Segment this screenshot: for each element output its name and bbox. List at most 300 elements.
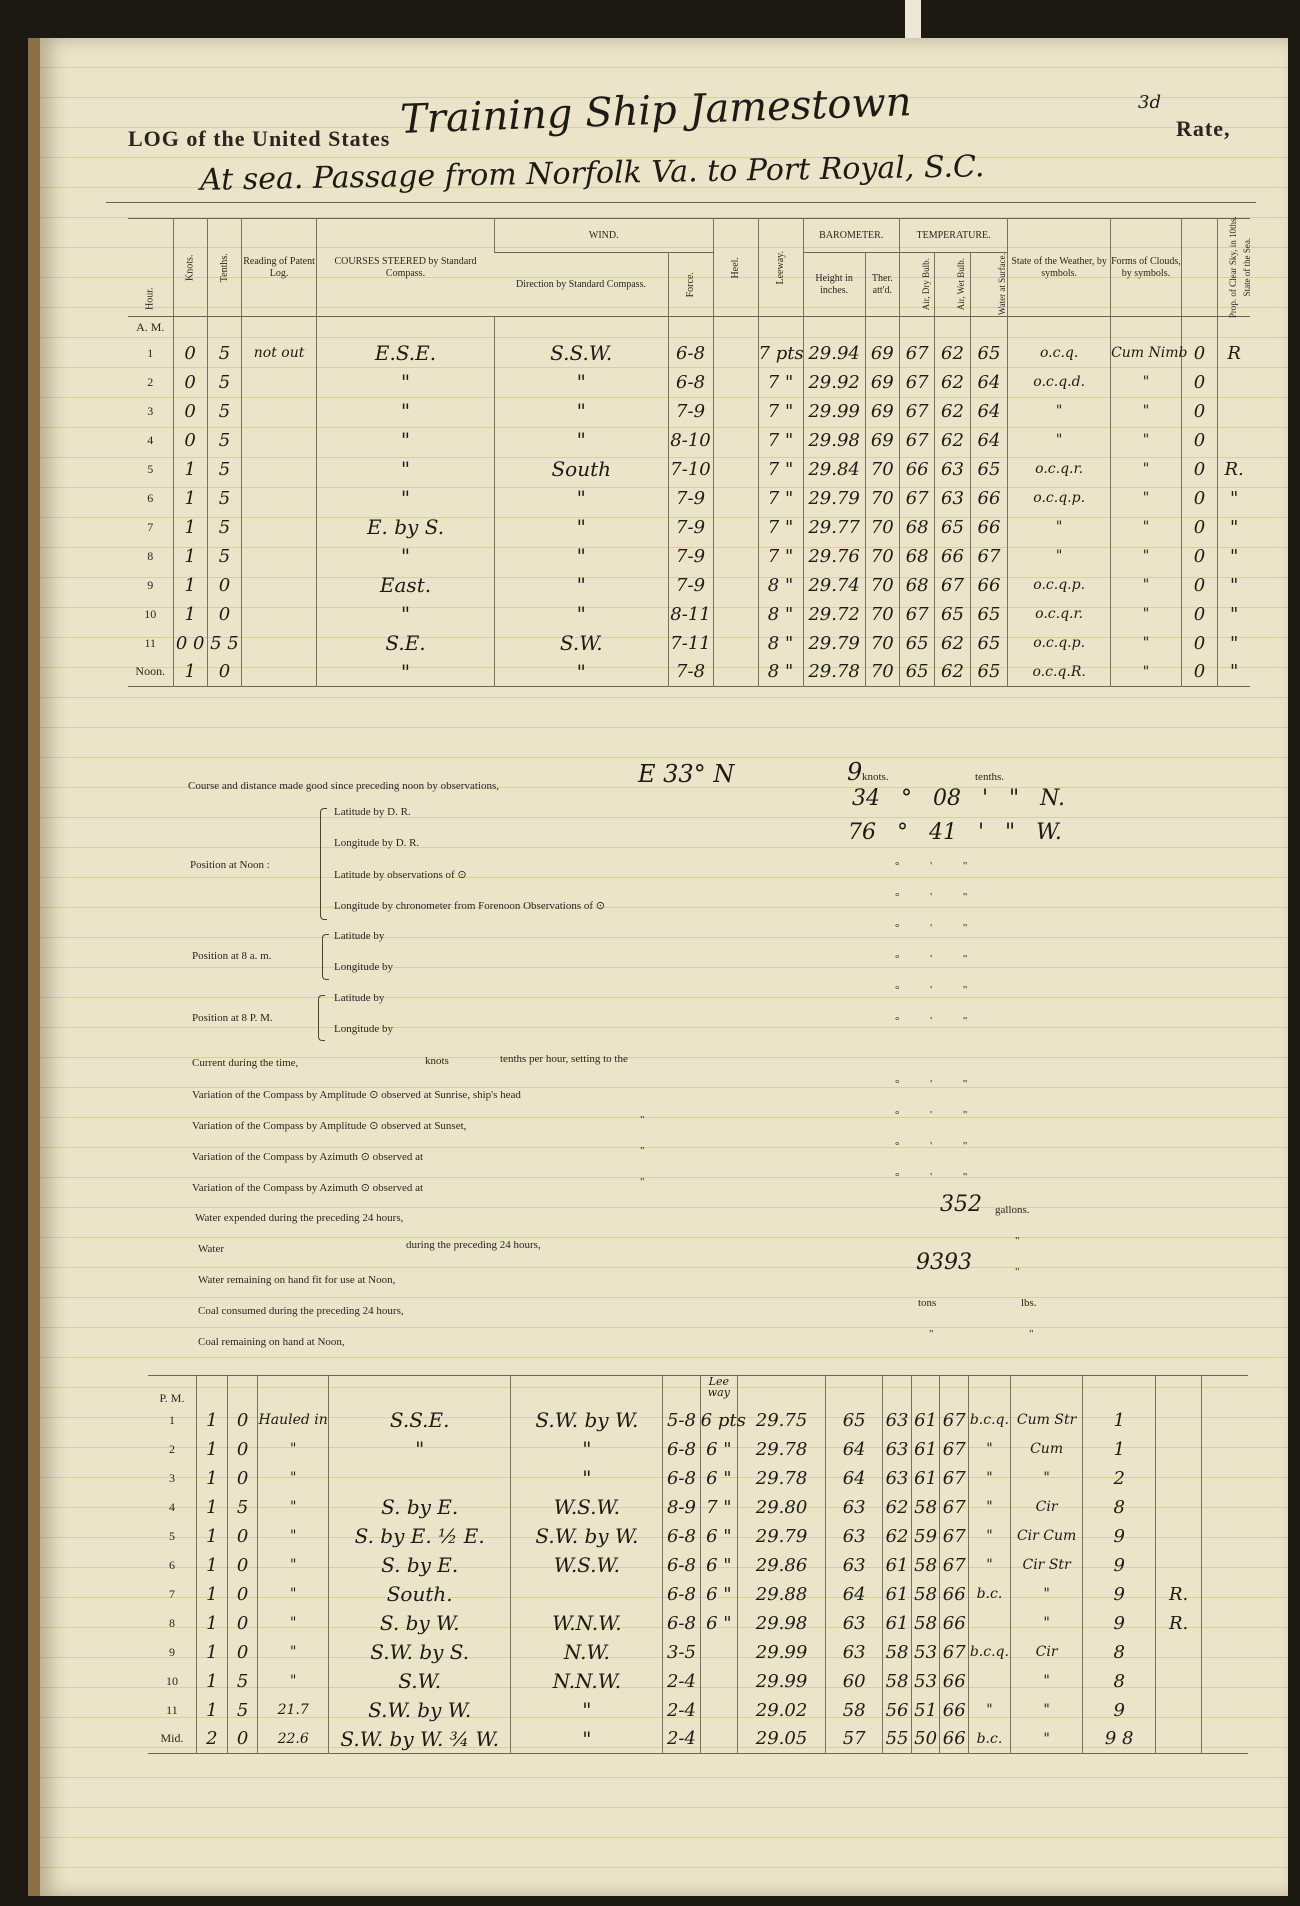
pm-cell-dry: 58 xyxy=(883,1667,912,1696)
pm-cell-ther: 64 xyxy=(826,1464,883,1493)
am-cell-dry: 65 xyxy=(899,629,934,658)
am-row xyxy=(128,426,1250,455)
pm-cell-dry: 56 xyxy=(883,1696,912,1725)
var-azimuth1-ditto: " xyxy=(640,1145,645,1157)
var-azimuth2-label: Variation of the Compass by Azimuth ⊙ observed at xyxy=(192,1182,424,1194)
am-cell-hour: 4 xyxy=(147,432,154,447)
position-8am-label: Position at 8 a. m. xyxy=(192,950,272,962)
pm-cell-course: S. by E. xyxy=(328,1551,511,1580)
am-row xyxy=(128,484,1250,513)
pm-cell-leeway: 6 pts xyxy=(700,1406,737,1435)
pm-cell-blank xyxy=(1202,1551,1248,1580)
am-cell-hour: 5 xyxy=(147,461,154,476)
pm-cell-ther: 63 xyxy=(826,1551,883,1580)
pm-cell-leeway xyxy=(700,1725,737,1754)
pm-cell-wind: " xyxy=(511,1696,663,1725)
am-cell-clouds: " xyxy=(1111,368,1182,397)
pm-cell-clear: 9 xyxy=(1083,1580,1156,1609)
am-cell-hour: 8 xyxy=(147,548,154,563)
am-cell-ther: 70 xyxy=(865,600,899,629)
pm-cell-sea xyxy=(1156,1696,1202,1725)
pm-cell-leeway: 6 " xyxy=(700,1464,737,1493)
am-cell-weather: o.c.q.d. xyxy=(1008,368,1111,397)
pm-cell-wind: " xyxy=(511,1435,663,1464)
pm-cell-wind: N.W. xyxy=(511,1638,663,1667)
am-cell-wet: 65 xyxy=(935,513,970,542)
pm-cell-bar: 29.02 xyxy=(738,1696,826,1725)
am-cell-wind: S.W. xyxy=(494,629,668,658)
pm-cell-clouds: Cir Cum xyxy=(1010,1522,1083,1551)
pm-cell-wet: 61 xyxy=(911,1435,940,1464)
pm-cell-clear: 1 xyxy=(1083,1406,1156,1435)
pm-cell-blank xyxy=(1202,1580,1248,1609)
am-cell-course: " xyxy=(317,658,495,687)
col-temperature: TEMPERATURE. xyxy=(916,229,991,241)
pm-cell-blank xyxy=(1202,1435,1248,1464)
pm-cell-knots: 1 xyxy=(196,1406,227,1435)
am-cell-water: 64 xyxy=(970,426,1008,455)
pm-cell-force: 6-8 xyxy=(663,1522,700,1551)
am-cell-force: 8-11 xyxy=(668,600,713,629)
pm-cell-water: 66 xyxy=(940,1725,969,1754)
lat-obs-dms: ° ' " xyxy=(895,860,968,872)
pm-cell-hour: 11 xyxy=(166,1702,178,1717)
am-cell-course: S.E. xyxy=(317,629,495,658)
pm-cell-dry: 61 xyxy=(883,1580,912,1609)
am-cell-knots: 1 xyxy=(173,600,207,629)
pm-cell-water: 67 xyxy=(940,1464,969,1493)
water-remaining-value: 9393 xyxy=(916,1250,972,1275)
am-cell-hour: Noon. xyxy=(135,664,166,679)
am-cell-wet: 62 xyxy=(935,658,970,687)
current-label: Current during the time, xyxy=(192,1057,299,1069)
col-barometer: BAROMETER. xyxy=(819,229,884,241)
am-cell-force: 7-9 xyxy=(668,397,713,426)
pm-cell-wet: 58 xyxy=(911,1609,940,1638)
lbs-label: lbs. xyxy=(1021,1297,1037,1309)
water-expended-value: 352 xyxy=(940,1192,982,1217)
am-cell-log xyxy=(242,542,317,571)
pm-cell-weather: " xyxy=(969,1493,1011,1522)
var-azimuth1-label: Variation of the Compass by Azimuth ⊙ observed at xyxy=(192,1151,424,1163)
8pm-latitude-label: Latitude by xyxy=(334,992,385,1004)
pm-cell-sea xyxy=(1156,1551,1202,1580)
am-cell-leeway: 7 " xyxy=(758,368,803,397)
am-cell-tenths: 5 xyxy=(207,455,241,484)
am-cell-dry: 67 xyxy=(899,339,934,368)
am-cell-wet: 63 xyxy=(935,484,970,513)
pm-cell-knots: 1 xyxy=(196,1667,227,1696)
pm-cell-knots: 1 xyxy=(196,1638,227,1667)
pm-cell-weather: " xyxy=(969,1696,1011,1725)
pm-cell-force: 3-5 xyxy=(663,1638,700,1667)
8pm-brace xyxy=(318,995,325,1041)
pm-cell-sea: R. xyxy=(1156,1609,1202,1638)
am-cell-water: 65 xyxy=(970,658,1008,687)
am-cell-dry: 67 xyxy=(899,484,934,513)
am-cell-ther: 70 xyxy=(865,542,899,571)
pm-cell-bar: 29.98 xyxy=(738,1609,826,1638)
pm-cell-clear: 9 xyxy=(1083,1522,1156,1551)
pm-cell-sea xyxy=(1156,1667,1202,1696)
am-cell-tenths: 5 xyxy=(207,339,241,368)
pm-cell-blank xyxy=(1202,1609,1248,1638)
am-cell-weather: o.c.q.p. xyxy=(1008,629,1111,658)
pm-cell-leeway: 6 " xyxy=(700,1435,737,1464)
pm-cell-weather xyxy=(969,1609,1011,1638)
am-cell-leeway: 8 " xyxy=(758,658,803,687)
pm-cell-dry: 62 xyxy=(883,1493,912,1522)
am-cell-force: 6-8 xyxy=(668,368,713,397)
am-cell-clouds: " xyxy=(1111,513,1182,542)
var-sunrise-label: Variation of the Compass by Amplitude ⊙ observed at Sunrise, ship's head xyxy=(192,1089,521,1101)
am-cell-log xyxy=(242,368,317,397)
am-row xyxy=(128,455,1250,484)
am-cell-clouds: Cum Nimb xyxy=(1111,339,1182,368)
pm-cell-log: " xyxy=(258,1638,328,1667)
pm-cell-clear: 9 8 xyxy=(1083,1725,1156,1754)
am-cell-clouds: " xyxy=(1111,397,1182,426)
pm-cell-course: S. by E. ½ E. xyxy=(328,1522,511,1551)
am-cell-wind: South xyxy=(494,455,668,484)
am-cell-heel xyxy=(713,571,758,600)
pm-cell-clear: 2 xyxy=(1083,1464,1156,1493)
am-cell-water: 65 xyxy=(970,339,1008,368)
pm-cell-weather: b.c. xyxy=(969,1725,1011,1754)
am-cell-ther: 69 xyxy=(865,368,899,397)
pm-cell-course: S.W. by W. xyxy=(328,1696,511,1725)
tons-label: tons xyxy=(918,1297,937,1309)
coal-lbs-ditto: " xyxy=(1029,1328,1034,1340)
am-cell-ther: 69 xyxy=(865,339,899,368)
am-cell-knots: 1 xyxy=(173,658,207,687)
8am-latitude-label: Latitude by xyxy=(334,930,385,942)
col-water-surface: Water at Surface. xyxy=(996,252,1007,315)
am-cell-tenths: 5 5 xyxy=(207,629,241,658)
pm-cell-sea xyxy=(1156,1638,1202,1667)
col-tenths: Tenths. xyxy=(218,252,230,283)
pm-cell-dry: 63 xyxy=(883,1464,912,1493)
am-cell-knots: 0 0 xyxy=(173,629,207,658)
am-cell-knots: 1 xyxy=(173,484,207,513)
pm-cell-leeway xyxy=(700,1696,737,1725)
var-sunset-label: Variation of the Compass by Amplitude ⊙ observed at Sunset, xyxy=(192,1120,467,1132)
am-cell-log xyxy=(242,455,317,484)
am-cell-dry: 68 xyxy=(899,571,934,600)
am-cell-sea: " xyxy=(1218,513,1250,542)
pm-cell-knots: 1 xyxy=(196,1435,227,1464)
pm-cell-wind xyxy=(511,1580,663,1609)
pm-cell-tenths: 5 xyxy=(227,1667,258,1696)
log-page xyxy=(40,38,1288,1896)
am-cell-sea: " xyxy=(1218,484,1250,513)
pm-cell-hour: 5 xyxy=(168,1528,175,1543)
pm-cell-ther: 63 xyxy=(826,1638,883,1667)
am-cell-wet: 67 xyxy=(935,571,970,600)
pm-cell-bar: 29.99 xyxy=(738,1638,826,1667)
pm-cell-wet: 53 xyxy=(911,1667,940,1696)
am-cell-force: 7-10 xyxy=(668,455,713,484)
am-cell-hour: 11 xyxy=(144,635,157,650)
pm-cell-bar: 29.05 xyxy=(738,1725,826,1754)
noon-brace xyxy=(320,808,327,920)
am-cell-hour: 7 xyxy=(147,519,154,534)
pm-cell-hour: 3 xyxy=(168,1470,175,1485)
am-cell-bar: 29.77 xyxy=(803,513,865,542)
pm-cell-ther: 60 xyxy=(826,1667,883,1696)
am-cell-water: 65 xyxy=(970,455,1008,484)
am-cell-dry: 67 xyxy=(899,397,934,426)
pm-cell-wind: W.S.W. xyxy=(511,1493,663,1522)
pm-cell-hour: 6 xyxy=(168,1557,175,1572)
am-cell-tenths: 5 xyxy=(207,484,241,513)
am-cell-clear: 0 xyxy=(1181,426,1217,455)
am-cell-bar: 29.98 xyxy=(803,426,865,455)
am-cell-sea: " xyxy=(1218,600,1250,629)
coal-remaining-label: Coal remaining on hand at Noon, xyxy=(198,1336,345,1348)
am-cell-water: 66 xyxy=(970,571,1008,600)
pm-cell-log: " xyxy=(258,1609,328,1638)
pm-cell-blank xyxy=(1202,1493,1248,1522)
log-title-prefix: LOG of the United States xyxy=(128,126,391,151)
am-cell-clear: 0 xyxy=(1181,600,1217,629)
pm-cell-tenths: 5 xyxy=(227,1493,258,1522)
pm-cell-force: 2-4 xyxy=(663,1667,700,1696)
am-cell-water: 67 xyxy=(970,542,1008,571)
am-row xyxy=(128,600,1250,629)
am-row xyxy=(128,513,1250,542)
pm-cell-wet: 51 xyxy=(911,1696,940,1725)
pm-cell-log: " xyxy=(258,1493,328,1522)
am-cell-log xyxy=(242,484,317,513)
pm-cell-leeway: 6 " xyxy=(700,1522,737,1551)
pm-row xyxy=(148,1725,1248,1754)
pm-cell-hour: 1 xyxy=(168,1412,175,1427)
am-cell-knots: 1 xyxy=(173,571,207,600)
lat-dr-label: Latitude by D. R. xyxy=(334,806,411,818)
pm-cell-course: S.W. xyxy=(328,1667,511,1696)
pm-row xyxy=(148,1667,1248,1696)
rate-number: 3d xyxy=(1138,92,1161,113)
am-cell-course: " xyxy=(317,600,495,629)
am-cell-log xyxy=(242,397,317,426)
pm-cell-water: 67 xyxy=(940,1493,969,1522)
pm-cell-weather: " xyxy=(969,1551,1011,1580)
am-cell-heel xyxy=(713,339,758,368)
am-cell-wind: " xyxy=(494,484,668,513)
am-cell-sea xyxy=(1218,426,1250,455)
am-cell-heel xyxy=(713,484,758,513)
pm-cell-log: " xyxy=(258,1464,328,1493)
voyage-description: At sea. Passage from Norfolk Va. to Port Royal, S.C. xyxy=(199,149,985,198)
8am-longitude-label: Longitude by xyxy=(334,961,393,973)
pm-cell-wind: " xyxy=(511,1725,663,1754)
pm-cell-blank xyxy=(1202,1638,1248,1667)
pm-cell-tenths: 0 xyxy=(227,1638,258,1667)
gallons-label: gallons. xyxy=(995,1204,1030,1216)
pm-row xyxy=(148,1435,1248,1464)
pm-cell-dry: 61 xyxy=(883,1551,912,1580)
am-cell-knots: 1 xyxy=(173,455,207,484)
am-row xyxy=(128,542,1250,571)
pm-cell-force: 6-8 xyxy=(663,1464,700,1493)
am-cell-leeway: 8 " xyxy=(758,600,803,629)
pm-cell-wind: W.N.W. xyxy=(511,1609,663,1638)
pm-cell-weather: b.c.q. xyxy=(969,1406,1011,1435)
am-cell-heel xyxy=(713,397,758,426)
am-cell-clear: 0 xyxy=(1181,513,1217,542)
am-cell-heel xyxy=(713,368,758,397)
var-sunset-dms: ° ' " xyxy=(895,1109,968,1121)
8pm-longitude-label: Longitude by xyxy=(334,1023,393,1035)
col-courses: COURSES STEERED by Standard Compass. xyxy=(334,256,477,279)
am-row xyxy=(128,339,1250,368)
am-cell-knots: 1 xyxy=(173,513,207,542)
col-clear-sky: Prop. of Clear Sky, in 10ths. xyxy=(1227,215,1238,318)
am-cell-course: E. by S. xyxy=(317,513,495,542)
pm-cell-bar: 29.99 xyxy=(738,1667,826,1696)
am-cell-log: not out xyxy=(242,339,317,368)
pm-cell-dry: 62 xyxy=(883,1522,912,1551)
col-patent-log: Reading of Patent Log. xyxy=(243,256,315,279)
am-cell-knots: 0 xyxy=(173,339,207,368)
am-cell-wet: 62 xyxy=(935,368,970,397)
pm-cell-water: 66 xyxy=(940,1696,969,1725)
pm-cell-force: 6-8 xyxy=(663,1435,700,1464)
pm-cell-force: 5-8 xyxy=(663,1406,700,1435)
pm-row xyxy=(148,1522,1248,1551)
pm-cell-clouds: Cir Str xyxy=(1010,1551,1083,1580)
pm-cell-log: 22.6 xyxy=(258,1725,328,1754)
pm-cell-sea xyxy=(1156,1493,1202,1522)
am-cell-tenths: 5 xyxy=(207,368,241,397)
am-cell-sea: " xyxy=(1218,542,1250,571)
am-cell-wet: 62 xyxy=(935,629,970,658)
8am-lat-dms: ° ' " xyxy=(895,922,968,934)
latitude-dr-value: 34 ° 08 ' " N. xyxy=(852,786,1065,811)
am-cell-dry: 66 xyxy=(899,455,934,484)
am-cell-sea xyxy=(1218,397,1250,426)
pm-cell-dry: 55 xyxy=(883,1725,912,1754)
am-cell-weather: o.c.q.p. xyxy=(1008,571,1111,600)
pm-cell-water: 67 xyxy=(940,1522,969,1551)
am-cell-ther: 70 xyxy=(865,484,899,513)
am-cell-clear: 0 xyxy=(1181,542,1217,571)
pm-cell-sea: R. xyxy=(1156,1580,1202,1609)
col-heel: Heel. xyxy=(729,256,741,279)
pm-cell-knots: 1 xyxy=(196,1464,227,1493)
am-cell-knots: 1 xyxy=(173,542,207,571)
pm-cell-blank xyxy=(1202,1522,1248,1551)
pm-cell-water: 66 xyxy=(940,1609,969,1638)
am-cell-bar: 29.76 xyxy=(803,542,865,571)
am-cell-hour: 10 xyxy=(144,606,157,621)
pm-cell-wet: 58 xyxy=(911,1493,940,1522)
am-cell-water: 66 xyxy=(970,513,1008,542)
am-cell-leeway: 7 " xyxy=(758,455,803,484)
water-label: Water xyxy=(198,1243,224,1255)
col-clouds: Forms of Clouds, by symbols. xyxy=(1111,256,1181,279)
am-cell-bar: 29.79 xyxy=(803,629,865,658)
pm-cell-course: S.W. by W. ¾ W. xyxy=(328,1725,511,1754)
pm-cell-wet: 50 xyxy=(911,1725,940,1754)
am-row xyxy=(128,658,1250,687)
am-row xyxy=(128,571,1250,600)
pm-cell-course xyxy=(328,1464,511,1493)
pm-cell-course: " xyxy=(328,1435,511,1464)
var-azimuth2-ditto: " xyxy=(640,1176,645,1188)
am-cell-wet: 63 xyxy=(935,455,970,484)
am-cell-weather: " xyxy=(1008,426,1111,455)
pm-cell-bar: 29.80 xyxy=(738,1493,826,1522)
am-cell-heel xyxy=(713,455,758,484)
pm-cell-clouds: " xyxy=(1010,1464,1083,1493)
pm-cell-ther: 63 xyxy=(826,1522,883,1551)
pm-cell-bar: 29.79 xyxy=(738,1522,826,1551)
ship-name: Training Ship Jamestown xyxy=(399,79,913,143)
pm-cell-hour: Mid. xyxy=(160,1731,184,1746)
pm-cell-tenths: 0 xyxy=(227,1580,258,1609)
pm-cell-ther: 63 xyxy=(826,1609,883,1638)
am-cell-wet: 62 xyxy=(935,426,970,455)
am-cell-bar: 29.78 xyxy=(803,658,865,687)
pm-cell-sea xyxy=(1156,1435,1202,1464)
am-cell-course: " xyxy=(317,397,495,426)
am-cell-heel xyxy=(713,542,758,571)
am-cell-bar: 29.94 xyxy=(803,339,865,368)
pm-cell-bar: 29.75 xyxy=(738,1406,826,1435)
am-cell-leeway: 7 pts xyxy=(758,339,803,368)
pm-cell-clouds: " xyxy=(1010,1580,1083,1609)
am-cell-clouds: " xyxy=(1111,484,1182,513)
am-cell-clouds: " xyxy=(1111,455,1182,484)
pm-cell-log: " xyxy=(258,1435,328,1464)
pm-cell-hour: 9 xyxy=(168,1644,175,1659)
am-cell-tenths: 5 xyxy=(207,397,241,426)
am-cell-clear: 0 xyxy=(1181,629,1217,658)
am-cell-log xyxy=(242,513,317,542)
am-cell-leeway: 7 " xyxy=(758,426,803,455)
am-cell-ther: 70 xyxy=(865,513,899,542)
pm-cell-bar: 29.86 xyxy=(738,1551,826,1580)
am-cell-wet: 66 xyxy=(935,542,970,571)
coal-consumed-label: Coal consumed during the preceding 24 hours, xyxy=(198,1305,404,1317)
am-cell-wet: 62 xyxy=(935,397,970,426)
am-cell-clear: 0 xyxy=(1181,658,1217,687)
am-cell-dry: 68 xyxy=(899,513,934,542)
am-cell-knots: 0 xyxy=(173,426,207,455)
am-cell-weather: o.c.q.r. xyxy=(1008,455,1111,484)
am-cell-ther: 70 xyxy=(865,629,899,658)
pm-cell-water: 67 xyxy=(940,1638,969,1667)
pm-cell-leeway: 6 " xyxy=(700,1580,737,1609)
pm-cell-leeway: 6 " xyxy=(700,1551,737,1580)
pm-cell-blank xyxy=(1202,1406,1248,1435)
pm-cell-knots: 1 xyxy=(196,1551,227,1580)
am-cell-dry: 67 xyxy=(899,600,934,629)
pm-cell-force: 2-4 xyxy=(663,1725,700,1754)
am-cell-course: " xyxy=(317,455,495,484)
am-cell-dry: 68 xyxy=(899,542,934,571)
pm-cell-log: Hauled in xyxy=(258,1406,328,1435)
pm-cell-weather: " xyxy=(969,1522,1011,1551)
am-cell-weather: o.c.q.r. xyxy=(1008,600,1111,629)
col-wind: WIND. xyxy=(588,229,619,241)
pm-cell-clear: 8 xyxy=(1083,1638,1156,1667)
am-cell-wind: S.S.W. xyxy=(494,339,668,368)
am-cell-heel xyxy=(713,658,758,687)
pm-cell-knots: 1 xyxy=(196,1522,227,1551)
